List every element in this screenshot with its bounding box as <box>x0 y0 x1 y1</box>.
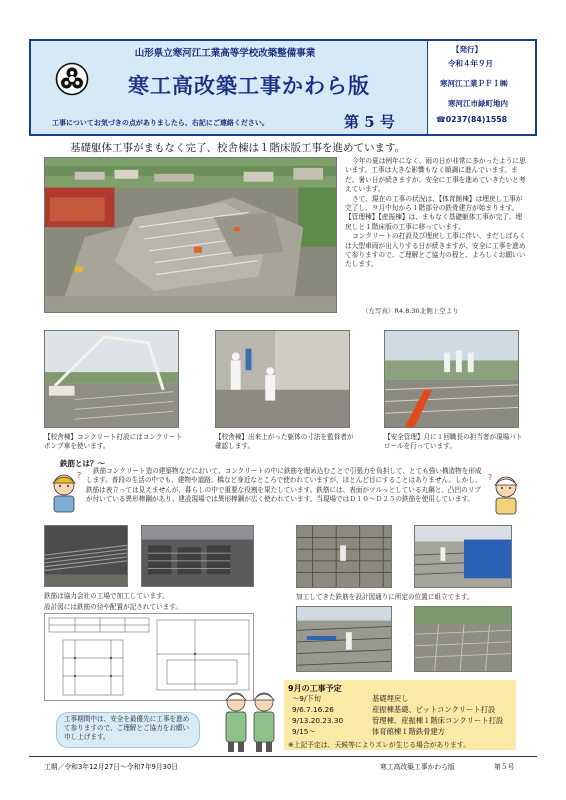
photo-concrete-pump <box>44 330 179 428</box>
footer-issue: 第５号 <box>494 763 515 771</box>
photo-safety-patrol <box>384 330 519 428</box>
schedule-task-1: 基礎埋戻し <box>372 694 409 703</box>
headline: 基礎躯体工事がまもなく完了、校舎棟は１階床版工事を進めています。 <box>70 142 406 154</box>
photo-rebar-assembly-1 <box>296 525 392 588</box>
thinking-worker-icon <box>44 468 84 514</box>
photo-rebar-factory-1 <box>44 525 128 587</box>
aerial-photo <box>44 157 337 313</box>
caption-rebar-drawing: 設計図には鉄筋の径や配置が記されています。 <box>44 603 182 611</box>
photo-rebar-assembly-3 <box>296 606 392 672</box>
schedule-title: 9月の工事予定 <box>288 684 342 693</box>
intro-text <box>345 157 528 270</box>
photo-rebar-factory-2 <box>141 525 254 587</box>
schedule-task-3: 管理棟、産振棟１階床コンクリート打設 <box>372 716 504 725</box>
svg-text:?: ? <box>488 473 493 482</box>
intro-paragraph-1: 今年の夏は例年になく、雨の日が非常に多かったように思います。工事は大きな影響もなく順調に進んでいます。まだ、暑い日が続きますが、安全に工事を進めていきたいと考えています。 <box>345 157 526 194</box>
photo-rebar-assembly-2 <box>414 525 512 588</box>
rebar-text: 鉄筋コンクリート造の建築物などにおいて、コンクリートの中に鉄筋を埋め込むことで引張力を負担して、とても強い構造物を形成します。普段の生活の中でも、建物や道路、橋など身近なところで使われていますが、ほとんど目にすることはありません。しかし、鉄筋は表立っては見えませんが、暮らしの中で重要な役割を果たしています。鉄筋には、表面がツルっとしている丸鋼と、凸凹のリブが付いている異形棒鋼があり、建設現場では異形棒鋼が広く使われています。当現場ではＤ１０～Ｄ２５の鉄筋を使用しています。 <box>86 467 482 503</box>
issue-number: 第 5 号 <box>344 113 395 131</box>
photo-inspection <box>215 330 350 428</box>
schedule-date-1: ～9/下旬 <box>292 694 321 703</box>
aerial-caption: （左写真）R4.8.30北側上空より <box>362 307 459 315</box>
schedule-date-4: 9/15～ <box>292 727 316 736</box>
question-worker-icon <box>486 470 526 516</box>
photo-rebar-assembly-4 <box>414 606 512 672</box>
bowing-workers-icon <box>220 680 282 755</box>
schedule-note: ※上記予定は、天候等によりズレが生じる場合があります。 <box>288 741 470 749</box>
intro-paragraph-3: コンクリートの打設及び埋戻し工事に伴い、まだしばらくは大型車両が出入りする日が続きますが、安全に工事を進めて参りますので、ご理解とご協力の程と、よろしくお願いいたします。 <box>345 232 526 269</box>
newsletter-title: 寒工高改築工事かわら版 <box>128 73 370 98</box>
footer-paper: 寒工高改築工事かわら版 <box>380 763 455 771</box>
schedule-date-3: 9/13.20.23.30 <box>292 716 344 725</box>
caption-rebar-assembly: 加工してきた鉄筋を設計図通りに所定の位置に組立てます。 <box>296 593 474 601</box>
schedule-task-4: 体育館棟１階鉄骨建方 <box>372 727 445 736</box>
publisher: 寒河江工業ＰＦＩ㈱ <box>440 79 508 88</box>
footer-rule <box>29 756 537 757</box>
caption-concrete-pump: 【校舎棟】コンクリート打設にはコンクリートポンプ車を使います。 <box>44 433 183 450</box>
school-logo <box>55 62 89 96</box>
schedule-date-2: 9/6.7.16.26 <box>292 705 334 714</box>
caption-inspection: 【校舎棟】出来上がった躯体の寸法を監督者が確認します。 <box>215 433 354 450</box>
svg-text:?: ? <box>77 471 82 480</box>
phone: ☎0237(84)1558 <box>436 115 508 124</box>
publish-label: 【発行】 <box>452 45 482 54</box>
schedule-task-2: 産振棟基礎、ピットコンクリート打設 <box>372 705 496 714</box>
footer-period: 工期／令和3年12月27日～令和7年9月30日 <box>44 763 179 771</box>
contact-note: 工事についてお気づきの点がありましたら、右記にご連絡ください。 <box>52 119 269 127</box>
caption-rebar-factory: 鉄筋は協力会社の工場で加工しています。 <box>44 592 169 600</box>
safety-note: 工事期間中は、安全を最優先に工事を進めて参りますので、ご理解とご協力をお願い申し上げます。 <box>64 715 190 742</box>
caption-safety-patrol: 【安全管理】月に１回職長の担当者が現場パトロールを行っています。 <box>384 433 523 450</box>
org-name: 山形県立寒河江工業高等学校改築整備事業 <box>134 48 316 59</box>
publish-date: 令和４年９月 <box>448 59 493 68</box>
rebar-heading: 鉄筋とは？～ <box>60 459 105 468</box>
address: 寒河江市緑町地内 <box>448 99 508 108</box>
intro-paragraph-2: さて、現在の工事の状況は、【体育館棟】は埋戻し工事が完了し、９月中旬から１階部分の鉄骨建方が始まります。【管理棟】【産振棟】は、まもなく基礎躯体工事が完了、埋戻しと１階床版の工事に移っています。 <box>345 194 523 231</box>
